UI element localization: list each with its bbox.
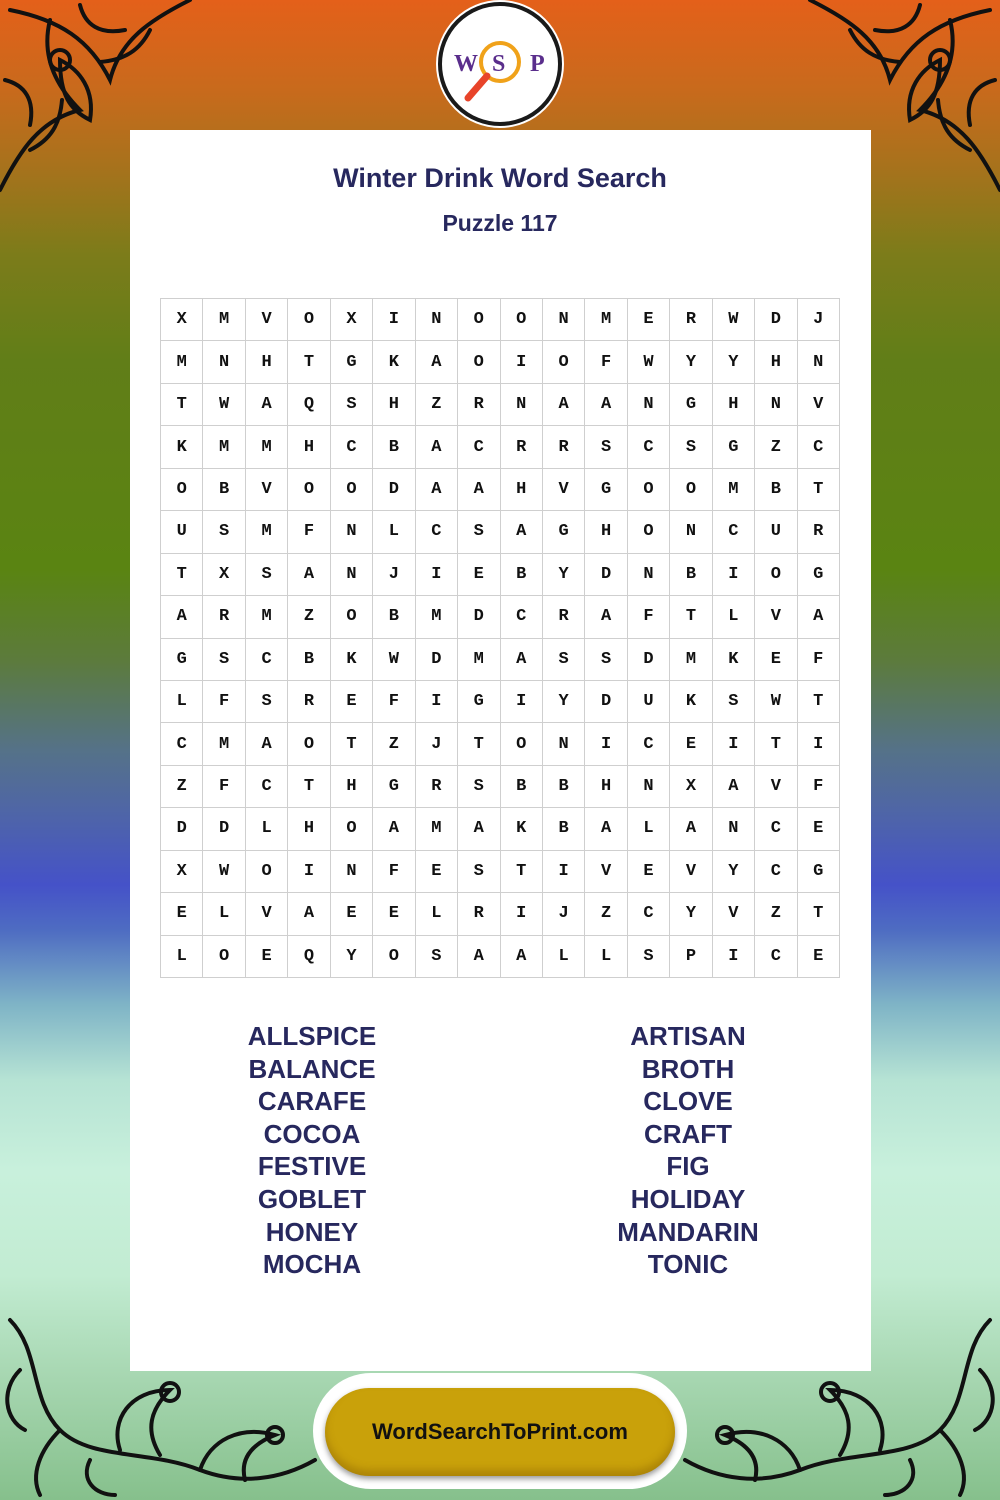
word-list-item: HOLIDAY xyxy=(630,1183,746,1214)
grid-cell[interactable]: L xyxy=(543,936,585,978)
grid-cell[interactable]: Z xyxy=(288,596,330,638)
grid-cell[interactable]: O xyxy=(755,554,797,596)
grid-cell[interactable]: M xyxy=(161,341,203,383)
grid-cell[interactable]: S xyxy=(543,639,585,681)
letter-grid xyxy=(160,298,840,978)
grid-cell[interactable]: L xyxy=(161,936,203,978)
grid-cell[interactable]: S xyxy=(670,426,712,468)
grid-cell[interactable]: I xyxy=(543,851,585,893)
grid-cell[interactable]: A xyxy=(670,808,712,850)
grid-cell[interactable]: E xyxy=(798,936,840,978)
grid-cell[interactable]: M xyxy=(585,299,627,341)
grid-cell[interactable]: M xyxy=(416,808,458,850)
grid-cell[interactable]: X xyxy=(161,851,203,893)
grid-cell[interactable]: H xyxy=(288,426,330,468)
grid-cell[interactable]: E xyxy=(161,893,203,935)
grid-cell[interactable]: Y xyxy=(331,936,373,978)
grid-cell[interactable]: A xyxy=(458,469,500,511)
grid-cell[interactable]: R xyxy=(543,596,585,638)
grid-cell[interactable]: N xyxy=(501,384,543,426)
grid-cell[interactable]: K xyxy=(373,341,415,383)
grid-cell[interactable]: F xyxy=(373,851,415,893)
word-list-item: HONEY xyxy=(265,1216,359,1247)
grid-cell[interactable]: B xyxy=(543,808,585,850)
site-link-button[interactable]: WordSearchToPrint.com xyxy=(325,1388,675,1476)
grid-cell[interactable]: C xyxy=(628,893,670,935)
magnifying-glass-icon xyxy=(442,6,558,122)
grid-cell[interactable]: H xyxy=(585,766,627,808)
grid-cell[interactable]: U xyxy=(755,511,797,553)
grid-cell[interactable]: G xyxy=(331,341,373,383)
grid-cell[interactable]: C xyxy=(755,851,797,893)
grid-cell[interactable]: O xyxy=(161,469,203,511)
word-list-left xyxy=(162,1020,462,1281)
grid-cell[interactable]: D xyxy=(755,299,797,341)
grid-cell[interactable]: T xyxy=(458,723,500,765)
grid-cell[interactable]: V xyxy=(246,299,288,341)
grid-cell[interactable]: G xyxy=(585,469,627,511)
grid-cell[interactable]: Y xyxy=(670,341,712,383)
grid-cell[interactable]: C xyxy=(755,808,797,850)
grid-cell[interactable]: O xyxy=(331,596,373,638)
word-list-item: CRAFT xyxy=(643,1118,733,1149)
grid-cell[interactable]: A xyxy=(416,341,458,383)
grid-cell[interactable]: J xyxy=(798,299,840,341)
word-list-item: FIG xyxy=(666,1151,710,1182)
grid-cell[interactable]: S xyxy=(713,681,755,723)
grid-cell[interactable]: N xyxy=(670,511,712,553)
grid-cell[interactable]: O xyxy=(458,341,500,383)
grid-cell[interactable]: Z xyxy=(416,384,458,426)
grid-cell[interactable]: H xyxy=(373,384,415,426)
grid-cell[interactable]: W xyxy=(373,639,415,681)
grid-cell[interactable]: B xyxy=(543,766,585,808)
grid-cell[interactable]: D xyxy=(585,554,627,596)
grid-cell[interactable]: A xyxy=(416,469,458,511)
grid-cell[interactable]: V xyxy=(585,851,627,893)
grid-cell[interactable]: B xyxy=(755,469,797,511)
grid-cell[interactable]: R xyxy=(798,511,840,553)
grid-cell[interactable]: I xyxy=(585,723,627,765)
grid-cell[interactable]: Z xyxy=(585,893,627,935)
grid-cell[interactable]: M xyxy=(246,596,288,638)
grid-cell[interactable]: C xyxy=(416,511,458,553)
grid-cell[interactable]: W xyxy=(755,681,797,723)
grid-cell[interactable]: F xyxy=(203,766,245,808)
grid-cell[interactable]: Y xyxy=(713,341,755,383)
word-list-item: CLOVE xyxy=(643,1086,733,1117)
grid-cell[interactable]: T xyxy=(331,723,373,765)
grid-cell[interactable]: N xyxy=(203,341,245,383)
grid-cell[interactable]: O xyxy=(331,469,373,511)
grid-cell[interactable]: F xyxy=(288,511,330,553)
grid-cell[interactable]: D xyxy=(628,639,670,681)
grid-cell[interactable]: O xyxy=(670,469,712,511)
grid-cell[interactable]: A xyxy=(458,808,500,850)
grid-cell[interactable]: V xyxy=(798,384,840,426)
grid-cell[interactable]: K xyxy=(161,426,203,468)
grid-cell[interactable]: M xyxy=(246,511,288,553)
grid-cell[interactable]: X xyxy=(670,766,712,808)
grid-cell[interactable]: N xyxy=(755,384,797,426)
grid-cell[interactable]: N xyxy=(543,299,585,341)
grid-cell[interactable]: W xyxy=(203,384,245,426)
grid-cell[interactable]: S xyxy=(585,639,627,681)
grid-cell[interactable]: B xyxy=(501,554,543,596)
grid-cell[interactable]: A xyxy=(246,384,288,426)
logo-letter-p: P xyxy=(530,51,545,77)
grid-cell[interactable]: O xyxy=(501,723,543,765)
grid-cell[interactable]: B xyxy=(288,639,330,681)
grid-cell[interactable]: F xyxy=(585,341,627,383)
grid-cell[interactable]: L xyxy=(373,511,415,553)
word-list-item: MANDARIN xyxy=(617,1216,759,1247)
grid-cell[interactable]: A xyxy=(373,808,415,850)
grid-cell[interactable]: E xyxy=(628,851,670,893)
grid-cell[interactable]: C xyxy=(501,596,543,638)
grid-cell[interactable]: V xyxy=(755,596,797,638)
word-list-item: BALANCE xyxy=(248,1053,376,1084)
grid-cell[interactable]: I xyxy=(501,893,543,935)
grid-cell[interactable]: S xyxy=(458,766,500,808)
grid-cell[interactable]: F xyxy=(798,766,840,808)
grid-cell[interactable]: T xyxy=(288,766,330,808)
grid-cell[interactable]: M xyxy=(203,299,245,341)
grid-cell[interactable]: Q xyxy=(288,936,330,978)
grid-cell[interactable]: O xyxy=(543,341,585,383)
word-list-item: BROTH xyxy=(641,1053,735,1084)
grid-cell[interactable]: T xyxy=(670,596,712,638)
puzzle-title: Winter Drink Word Search xyxy=(333,163,667,193)
grid-cell[interactable]: K xyxy=(501,808,543,850)
grid-cell[interactable]: B xyxy=(670,554,712,596)
grid-cell[interactable]: S xyxy=(416,936,458,978)
grid-cell[interactable]: V xyxy=(755,766,797,808)
grid-cell[interactable]: G xyxy=(373,766,415,808)
grid-cell[interactable]: U xyxy=(161,511,203,553)
grid-cell[interactable]: R xyxy=(670,299,712,341)
logo-letter-s: S xyxy=(492,51,506,77)
grid-cell[interactable]: B xyxy=(373,596,415,638)
grid-cell[interactable]: O xyxy=(501,299,543,341)
grid-cell[interactable]: A xyxy=(501,511,543,553)
grid-cell[interactable]: D xyxy=(373,469,415,511)
grid-cell[interactable]: E xyxy=(670,723,712,765)
grid-cell[interactable]: H xyxy=(288,808,330,850)
grid-cell[interactable]: S xyxy=(203,639,245,681)
grid-cell[interactable]: M xyxy=(203,426,245,468)
grid-cell[interactable]: H xyxy=(246,341,288,383)
grid-cell[interactable]: O xyxy=(373,936,415,978)
grid-cell[interactable]: Y xyxy=(543,681,585,723)
grid-cell[interactable]: F xyxy=(373,681,415,723)
grid-cell[interactable]: Y xyxy=(713,851,755,893)
grid-cell[interactable]: N xyxy=(416,299,458,341)
grid-cell[interactable]: V xyxy=(670,851,712,893)
grid-cell[interactable]: C xyxy=(161,723,203,765)
grid-cell[interactable]: L xyxy=(203,893,245,935)
grid-cell[interactable]: M xyxy=(203,723,245,765)
grid-cell[interactable]: G xyxy=(543,511,585,553)
grid-cell[interactable]: T xyxy=(798,469,840,511)
grid-cell[interactable]: T xyxy=(798,681,840,723)
grid-cell[interactable]: A xyxy=(458,936,500,978)
grid-cell[interactable]: O xyxy=(628,511,670,553)
grid-cell[interactable]: I xyxy=(713,723,755,765)
grid-cell[interactable]: E xyxy=(246,936,288,978)
grid-cell[interactable]: I xyxy=(416,681,458,723)
grid-cell[interactable]: R xyxy=(543,426,585,468)
grid-cell[interactable]: A xyxy=(416,426,458,468)
grid-cell[interactable]: T xyxy=(755,723,797,765)
grid-cell[interactable]: H xyxy=(585,511,627,553)
grid-cell[interactable]: A xyxy=(501,639,543,681)
grid-cell[interactable]: K xyxy=(713,639,755,681)
grid-cell[interactable]: Z xyxy=(161,766,203,808)
grid-cell[interactable]: S xyxy=(203,511,245,553)
grid-cell[interactable]: Y xyxy=(543,554,585,596)
grid-cell[interactable]: R xyxy=(458,384,500,426)
grid-cell[interactable]: A xyxy=(501,936,543,978)
grid-cell[interactable]: A xyxy=(288,554,330,596)
grid-cell[interactable]: W xyxy=(713,299,755,341)
grid-cell[interactable]: S xyxy=(458,511,500,553)
grid-cell[interactable]: J xyxy=(416,723,458,765)
grid-cell[interactable]: S xyxy=(331,384,373,426)
grid-cell[interactable]: O xyxy=(288,723,330,765)
grid-cell[interactable]: B xyxy=(373,426,415,468)
grid-cell[interactable]: E xyxy=(458,554,500,596)
grid-cell[interactable]: C xyxy=(246,639,288,681)
word-list-item: TONIC xyxy=(647,1249,729,1280)
grid-cell[interactable]: O xyxy=(288,299,330,341)
grid-cell[interactable]: W xyxy=(628,341,670,383)
word-list-item: ARTISAN xyxy=(630,1021,746,1051)
grid-cell[interactable]: R xyxy=(501,426,543,468)
puzzle-number: Puzzle 117 xyxy=(442,210,558,236)
grid-cell[interactable]: I xyxy=(713,936,755,978)
grid-cell[interactable]: I xyxy=(416,554,458,596)
grid-cell[interactable]: X xyxy=(203,554,245,596)
grid-cell[interactable]: H xyxy=(501,469,543,511)
grid-cell[interactable]: A xyxy=(713,766,755,808)
grid-cell[interactable]: G xyxy=(670,384,712,426)
grid-cell[interactable]: S xyxy=(628,936,670,978)
grid-cell[interactable]: T xyxy=(798,893,840,935)
grid-cell[interactable]: H xyxy=(713,384,755,426)
word-list-item: CARAFE xyxy=(257,1086,367,1117)
grid-cell[interactable]: E xyxy=(331,681,373,723)
grid-cell[interactable]: E xyxy=(373,893,415,935)
grid-cell[interactable]: O xyxy=(331,808,373,850)
grid-cell[interactable]: I xyxy=(288,851,330,893)
grid-cell[interactable]: A xyxy=(798,596,840,638)
word-list-item: COCOA xyxy=(263,1118,361,1149)
word-list-item: GOBLET xyxy=(257,1183,367,1214)
grid-cell[interactable]: M xyxy=(713,469,755,511)
grid-cell[interactable]: C xyxy=(755,936,797,978)
grid-cell[interactable]: C xyxy=(246,766,288,808)
grid-cell[interactable]: N xyxy=(628,554,670,596)
grid-cell[interactable]: J xyxy=(543,893,585,935)
grid-cell[interactable]: W xyxy=(203,851,245,893)
word-list-item: MOCHA xyxy=(262,1249,362,1280)
grid-cell[interactable]: D xyxy=(161,808,203,850)
grid-cell[interactable]: M xyxy=(670,639,712,681)
grid-cell[interactable]: R xyxy=(416,766,458,808)
grid-cell[interactable]: R xyxy=(458,893,500,935)
grid-cell[interactable]: O xyxy=(628,469,670,511)
grid-cell[interactable]: L xyxy=(246,808,288,850)
grid-cell[interactable]: E xyxy=(331,893,373,935)
logo-letter-w: W xyxy=(454,51,478,77)
grid-cell[interactable]: N xyxy=(798,341,840,383)
grid-cell[interactable]: C xyxy=(798,426,840,468)
grid-cell[interactable]: B xyxy=(501,766,543,808)
grid-cell[interactable]: N xyxy=(331,554,373,596)
grid-cell[interactable]: V xyxy=(713,893,755,935)
grid-cell[interactable]: I xyxy=(501,341,543,383)
grid-cell[interactable]: Z xyxy=(755,893,797,935)
grid-cell[interactable]: Z xyxy=(373,723,415,765)
grid-cell[interactable]: V xyxy=(246,469,288,511)
grid-cell[interactable]: T xyxy=(288,341,330,383)
grid-cell[interactable]: I xyxy=(713,554,755,596)
grid-cell[interactable]: N xyxy=(543,723,585,765)
grid-cell[interactable]: L xyxy=(628,808,670,850)
grid-cell[interactable]: N xyxy=(628,766,670,808)
grid-cell[interactable]: N xyxy=(331,851,373,893)
grid-cell[interactable]: C xyxy=(628,426,670,468)
grid-cell[interactable]: O xyxy=(458,299,500,341)
grid-cell[interactable]: E xyxy=(798,808,840,850)
grid-cell[interactable]: S xyxy=(246,554,288,596)
word-list-right xyxy=(538,1020,838,1281)
grid-cell[interactable]: G xyxy=(161,639,203,681)
word-list-item: FESTIVE xyxy=(257,1151,367,1182)
word-list-item: ALLSPICE xyxy=(247,1021,377,1051)
grid-cell[interactable]: O xyxy=(246,851,288,893)
grid-cell[interactable]: N xyxy=(713,808,755,850)
grid-cell[interactable]: Q xyxy=(288,384,330,426)
grid-cell[interactable]: Z xyxy=(755,426,797,468)
grid-cell[interactable]: N xyxy=(331,511,373,553)
grid-cell[interactable]: C xyxy=(458,426,500,468)
grid-cell[interactable]: S xyxy=(246,681,288,723)
grid-cell[interactable]: B xyxy=(203,469,245,511)
grid-cell[interactable]: A xyxy=(543,384,585,426)
grid-cell[interactable]: C xyxy=(713,511,755,553)
grid-cell[interactable]: V xyxy=(543,469,585,511)
grid-cell[interactable]: U xyxy=(628,681,670,723)
grid-cell[interactable]: L xyxy=(585,936,627,978)
grid-cell[interactable]: D xyxy=(458,596,500,638)
grid-cell[interactable]: A xyxy=(585,596,627,638)
grid-cell[interactable]: C xyxy=(331,426,373,468)
grid-cell[interactable]: K xyxy=(331,639,373,681)
grid-cell[interactable]: R xyxy=(203,596,245,638)
grid-cell[interactable]: O xyxy=(203,936,245,978)
grid-cell[interactable]: P xyxy=(670,936,712,978)
grid-cell[interactable]: I xyxy=(798,723,840,765)
grid-cell[interactable]: A xyxy=(288,893,330,935)
grid-cell[interactable]: M xyxy=(416,596,458,638)
grid-cell[interactable]: X xyxy=(331,299,373,341)
grid-cell[interactable]: S xyxy=(458,851,500,893)
grid-cell[interactable]: M xyxy=(246,426,288,468)
grid-cell[interactable]: L xyxy=(161,681,203,723)
grid-cell[interactable]: E xyxy=(628,299,670,341)
grid-cell[interactable]: G xyxy=(713,426,755,468)
grid-cell[interactable]: O xyxy=(288,469,330,511)
grid-cell[interactable]: H xyxy=(331,766,373,808)
grid-cell[interactable]: D xyxy=(585,681,627,723)
grid-cell[interactable]: F xyxy=(203,681,245,723)
grid-cell[interactable]: T xyxy=(501,851,543,893)
grid-cell[interactable]: R xyxy=(288,681,330,723)
grid-cell[interactable]: T xyxy=(161,554,203,596)
grid-cell[interactable]: A xyxy=(246,723,288,765)
grid-cell[interactable]: A xyxy=(161,596,203,638)
grid-cell[interactable]: I xyxy=(501,681,543,723)
grid-cell[interactable]: I xyxy=(373,299,415,341)
grid-cell[interactable]: L xyxy=(416,893,458,935)
grid-cell[interactable]: G xyxy=(798,554,840,596)
grid-cell[interactable]: C xyxy=(628,723,670,765)
grid-cell[interactable]: D xyxy=(203,808,245,850)
grid-cell[interactable]: S xyxy=(585,426,627,468)
grid-cell[interactable]: G xyxy=(798,851,840,893)
grid-cell[interactable]: F xyxy=(628,596,670,638)
grid-cell[interactable]: V xyxy=(246,893,288,935)
grid-cell[interactable]: N xyxy=(628,384,670,426)
grid-cell[interactable]: H xyxy=(755,341,797,383)
grid-cell[interactable]: E xyxy=(755,639,797,681)
grid-cell[interactable]: K xyxy=(670,681,712,723)
grid-cell[interactable]: G xyxy=(458,681,500,723)
site-logo[interactable] xyxy=(438,2,562,126)
grid-cell[interactable]: Y xyxy=(670,893,712,935)
grid-cell[interactable]: A xyxy=(585,384,627,426)
grid-cell[interactable]: L xyxy=(713,596,755,638)
grid-cell[interactable]: D xyxy=(416,639,458,681)
grid-cell[interactable]: M xyxy=(458,639,500,681)
grid-cell[interactable]: A xyxy=(585,808,627,850)
grid-cell[interactable]: J xyxy=(373,554,415,596)
grid-cell[interactable]: T xyxy=(161,384,203,426)
grid-cell[interactable]: E xyxy=(416,851,458,893)
grid-cell[interactable]: F xyxy=(798,639,840,681)
grid-cell[interactable]: X xyxy=(161,299,203,341)
